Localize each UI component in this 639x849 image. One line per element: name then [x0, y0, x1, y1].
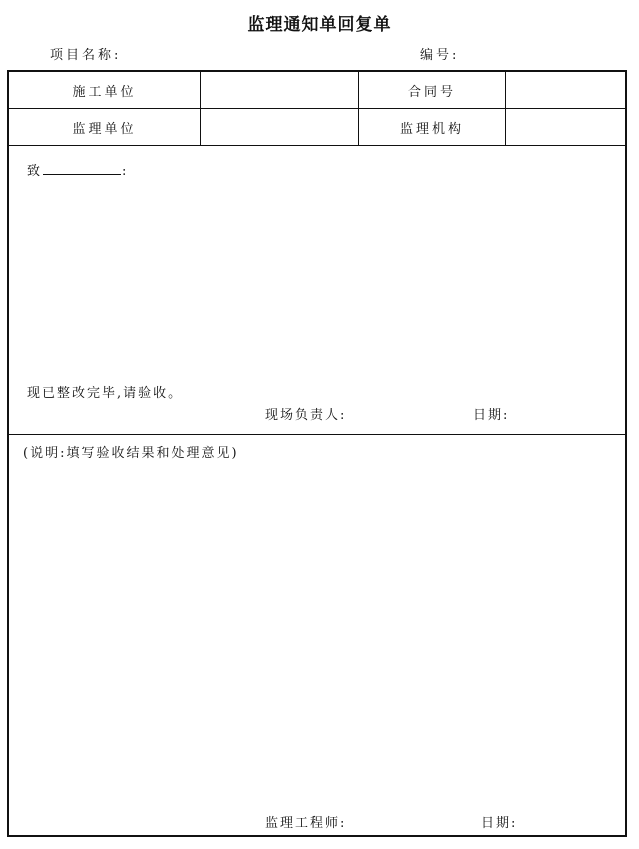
review-note: (说明:填写验收结果和处理意见)	[23, 446, 239, 461]
section-divider	[9, 434, 625, 435]
supervision-unit-label: 监理单位	[72, 121, 137, 137]
addressee-suffix: :	[122, 164, 129, 179]
engineer-label: 监理工程师:	[265, 816, 347, 831]
form-frame	[7, 70, 627, 837]
contract-no-field[interactable]	[506, 72, 625, 108]
supervision-unit-field[interactable]	[201, 109, 358, 145]
construction-unit-label: 施工单位	[72, 84, 137, 100]
project-name-label: 项目名称:	[50, 48, 122, 63]
site-manager-label: 现场负责人:	[265, 408, 347, 423]
addressee-prefix: 致	[27, 164, 43, 179]
document-number-label: 编号:	[420, 48, 460, 63]
row-divider	[9, 145, 625, 146]
supervision-org-label: 监理机构	[399, 121, 464, 137]
addressee-line	[27, 160, 128, 179]
contract-no-label: 合同号	[407, 84, 456, 100]
construction-unit-field[interactable]	[201, 72, 358, 108]
form-title: 监理通知单回复单	[247, 15, 392, 35]
supervision-org-field[interactable]	[506, 109, 625, 145]
addressee-field[interactable]	[43, 160, 121, 175]
review-date-label: 日期:	[481, 816, 518, 831]
reply-date-label: 日期:	[473, 408, 510, 423]
rectification-statement: 现已整改完毕,请验收。	[27, 386, 184, 401]
